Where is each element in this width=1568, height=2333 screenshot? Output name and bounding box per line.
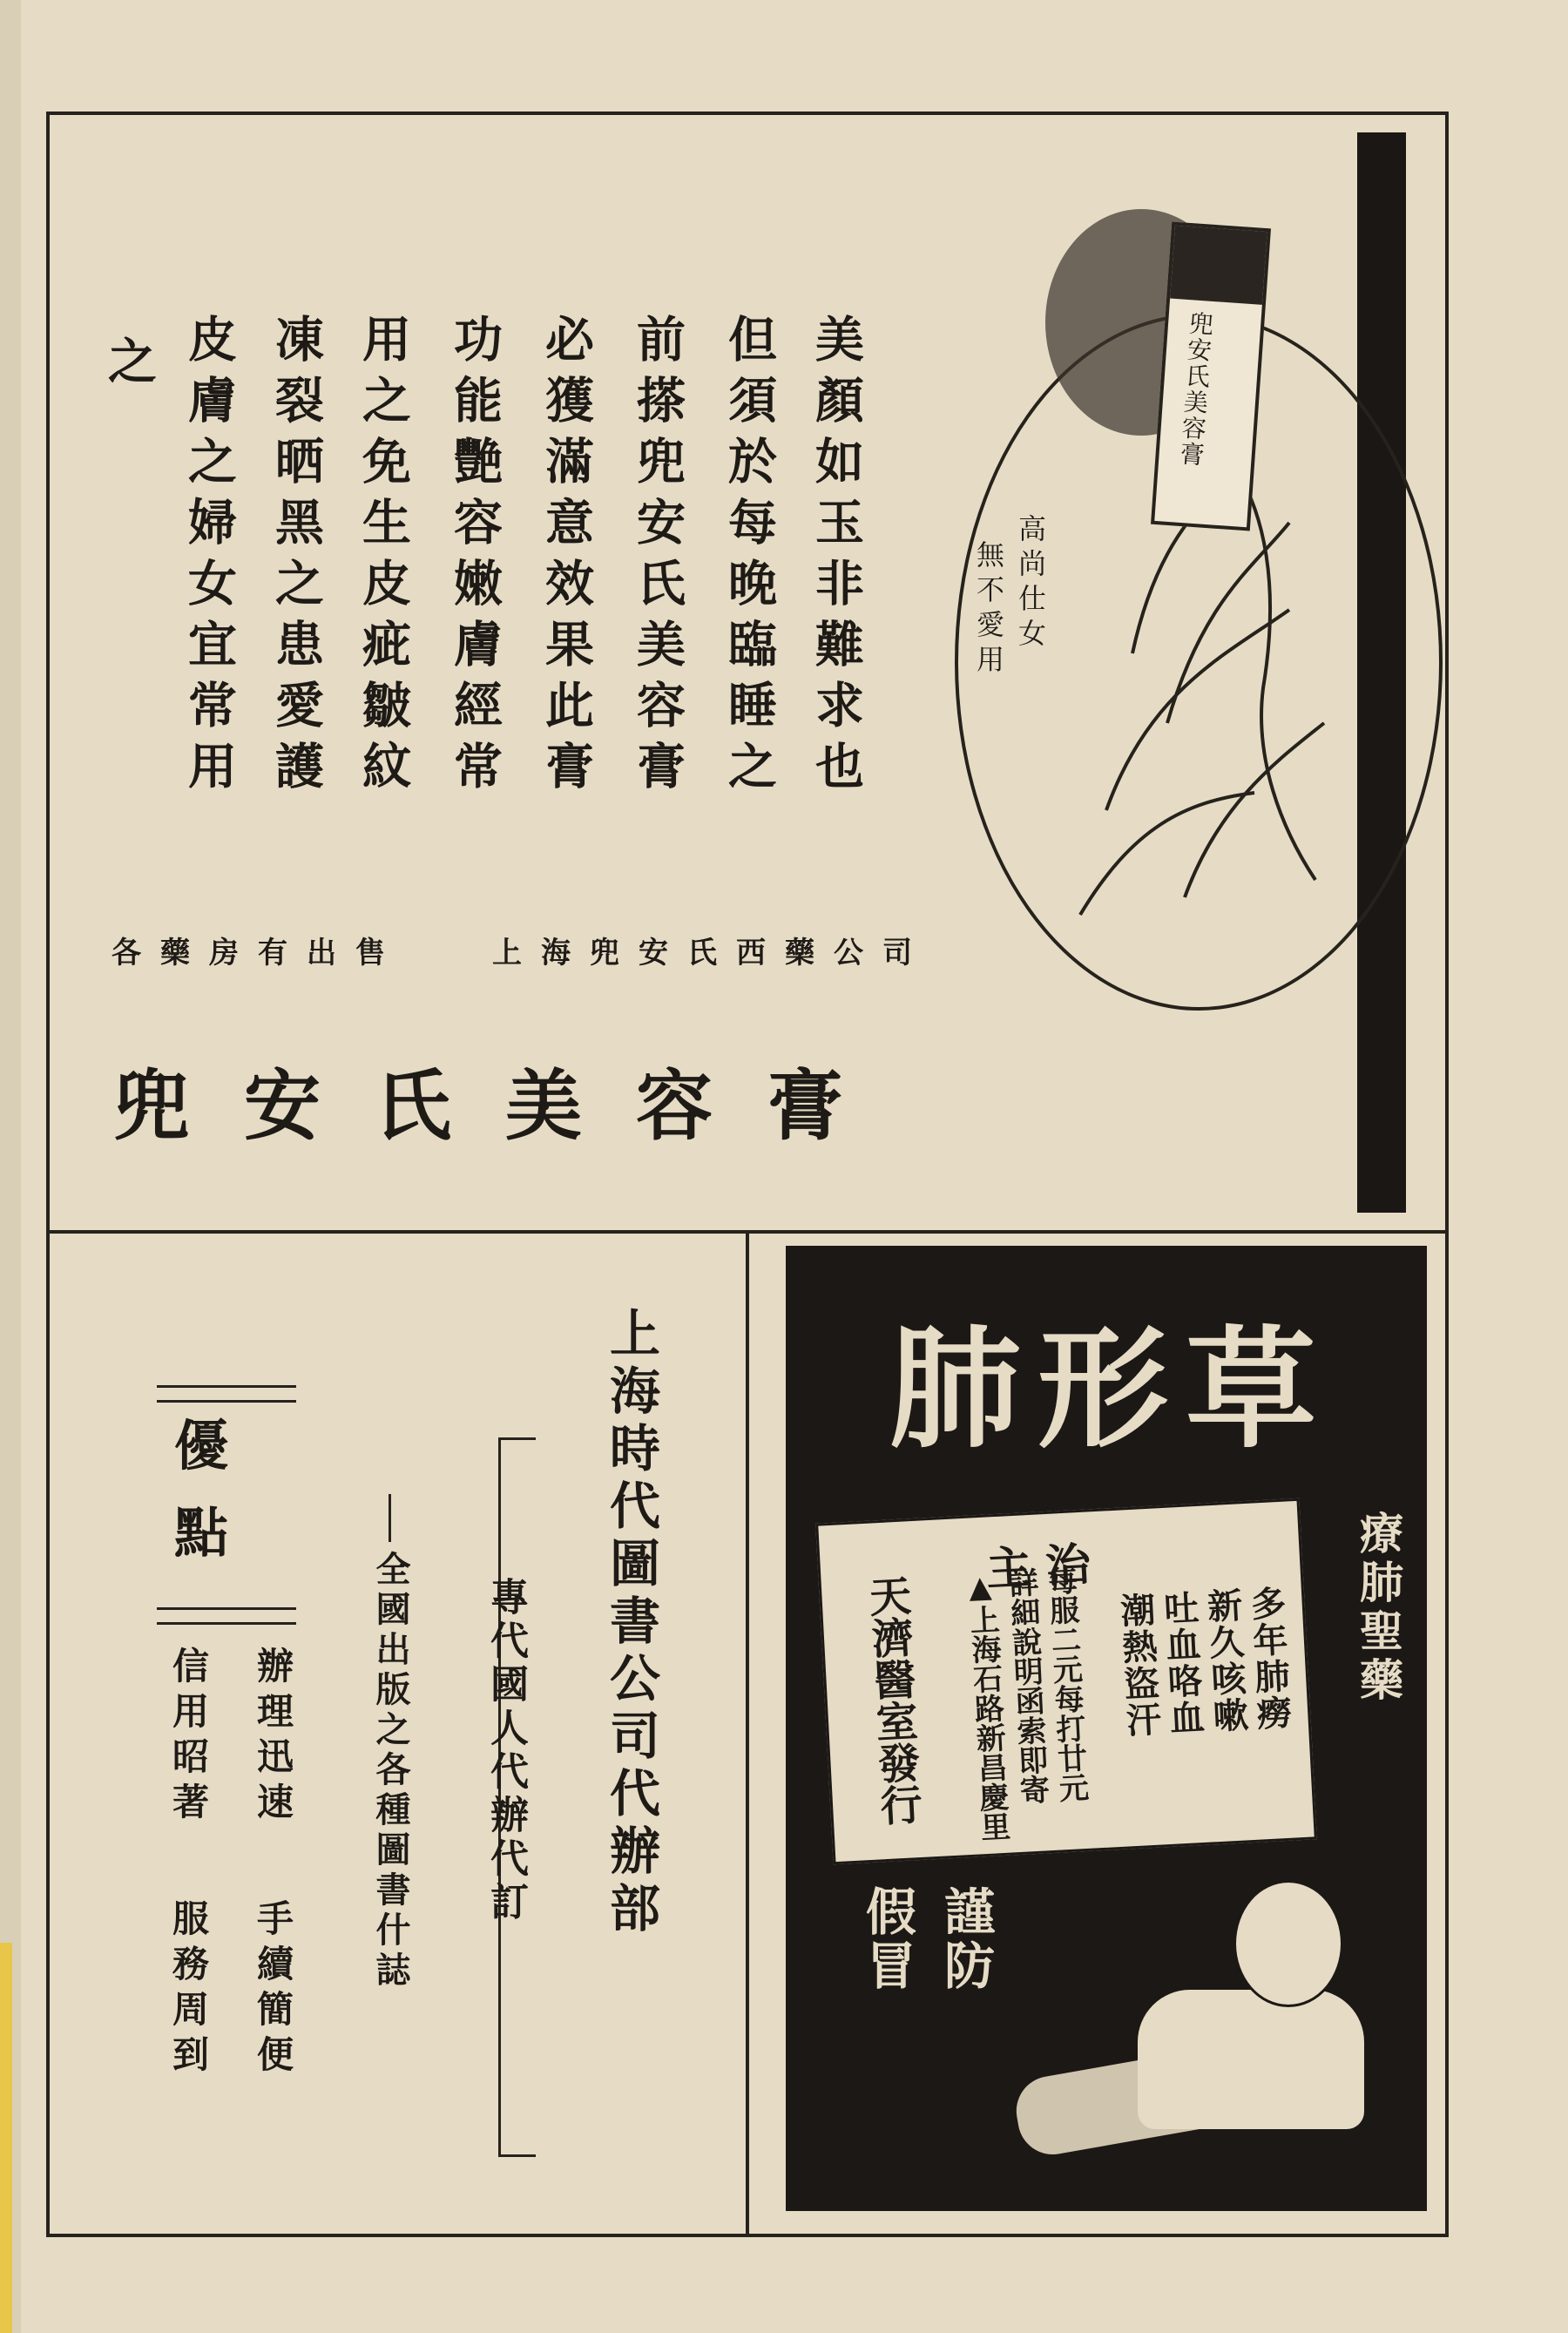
coughing-man-illustration <box>990 1859 1399 2208</box>
merit-line: 服務周到 <box>167 1899 210 2080</box>
double-rule <box>157 1385 296 1403</box>
warning-line: 謹防 <box>936 1885 995 1993</box>
mail-line: 詳細說明函索即寄 <box>1003 1566 1051 1806</box>
price-line: 每服二元每打廿元 <box>1042 1565 1090 1803</box>
ad-body-line: 用之免生皮疵皺紋 <box>355 314 412 801</box>
bookstore-title: 上海時代圖書公司代辦部 <box>601 1307 660 1939</box>
merit-line: 信用昭著 <box>167 1647 210 1828</box>
figure-head <box>1233 1880 1343 2007</box>
dash-mark <box>389 1494 391 1542</box>
merits-title: 優點 <box>173 1414 228 1565</box>
merit-line: 手續簡便 <box>252 1899 294 2080</box>
pharmacy-side-text: 療肺聖藥 <box>1353 1511 1404 1706</box>
ad-body-line: 前搽兜安氏美容膏 <box>629 314 686 801</box>
jar-lid <box>1170 226 1267 305</box>
pharmacy-ad <box>786 1246 1427 2211</box>
bookstore-scope: 全國出版之各種圖書什誌 <box>370 1551 411 1992</box>
publisher-line: 天濟醫室發行 <box>861 1573 923 1827</box>
ad-retail: 各藥房有出售 <box>112 936 404 970</box>
ad-body-line: 美顏如玉非難求也 <box>808 314 865 801</box>
ad-body-line: 功能艷容嫩膚經常 <box>446 314 504 801</box>
ad-title: 兜安氏美容膏 <box>113 1060 898 1151</box>
indication-line: 吐血咯血 <box>1157 1588 1206 1738</box>
warning-line: 假冒 <box>857 1885 916 1993</box>
indication-line: 潮熱盜汗 <box>1113 1591 1163 1740</box>
page-edge-stain <box>0 1943 12 2333</box>
bookstore-subtitle: 專代國人代辦代訂 <box>483 1577 528 1925</box>
indication-card <box>815 1498 1317 1865</box>
indication-line: 新久咳嗽 <box>1200 1586 1250 1735</box>
double-rule <box>157 1607 296 1625</box>
slogan-line: 無不愛用 <box>972 540 1005 680</box>
pharmacy-brand: 肺形草 <box>889 1313 1334 1466</box>
ad-company: 上海兜安氏西藥公司 <box>492 936 931 970</box>
ad-body-line: 必獲滿意效果此膏 <box>537 314 595 801</box>
figure-body <box>1138 1990 1364 2129</box>
merit-line: 辦理迅速 <box>252 1647 294 1828</box>
indication-heading: 主治 <box>984 1537 1106 1597</box>
address-line: ▲上海石路新昌慶里 <box>962 1569 1011 1843</box>
ad-body-line: 皮膚之婦女宜常用 <box>180 314 238 801</box>
product-jar <box>1151 221 1271 531</box>
jar-label: 兜安氏美容膏 <box>1175 309 1216 469</box>
indication-line: 多年肺癆 <box>1244 1584 1294 1733</box>
ad-body-line: 之 <box>100 335 158 396</box>
divider-vertical <box>746 1230 749 2237</box>
ad-body-line: 但須於每晚臨睡之 <box>720 314 778 801</box>
slogan-line: 高尚仕女 <box>1014 514 1047 653</box>
ad-body-line: 凍裂晒黑之患愛護 <box>267 314 325 801</box>
